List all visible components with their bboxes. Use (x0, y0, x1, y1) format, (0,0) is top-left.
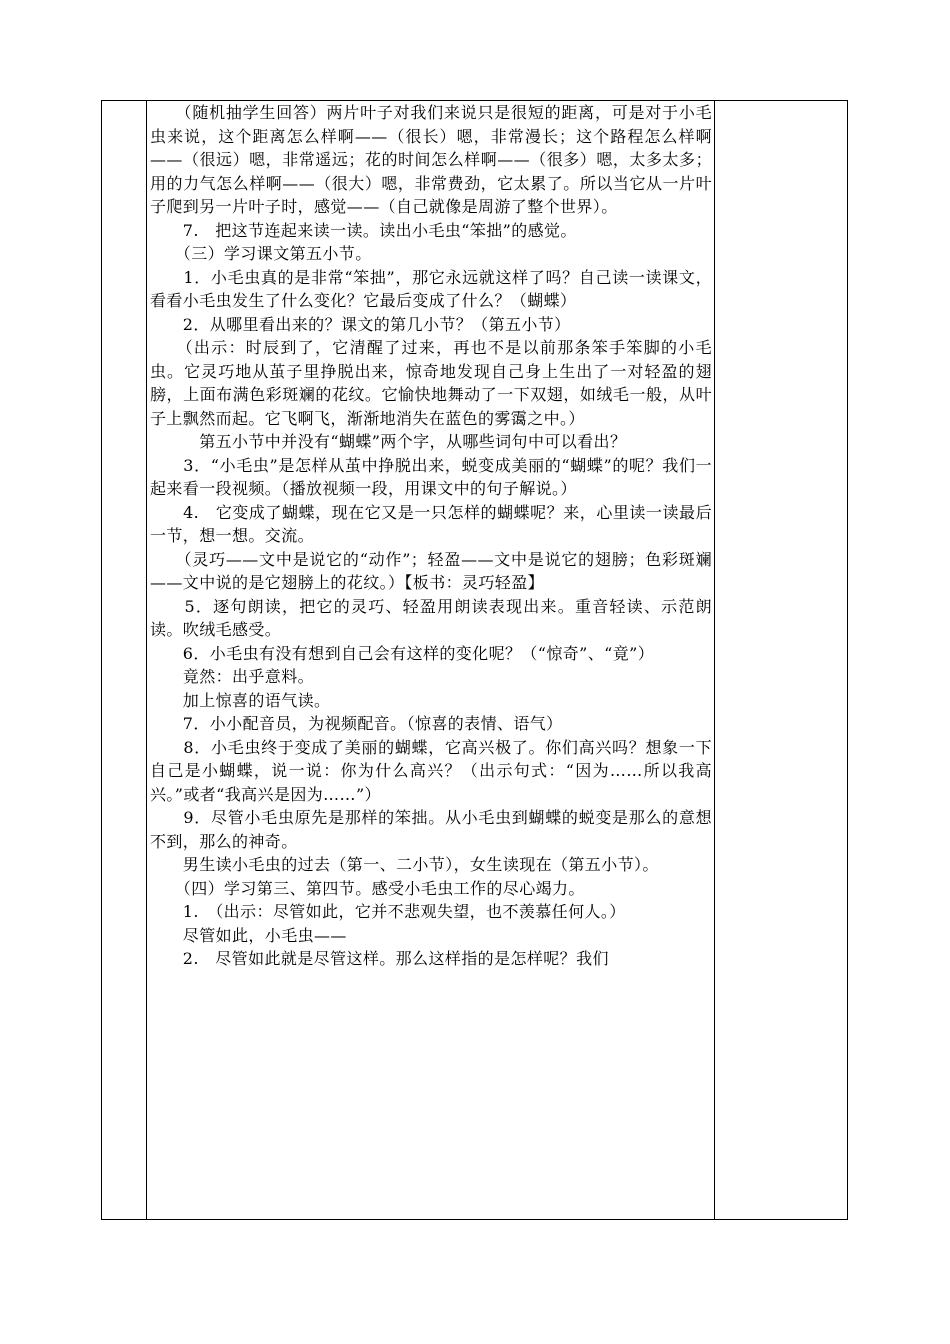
paragraph: 4. 它变成了蝴蝶，现在它又是一只怎样的蝴蝶呢？来，心里读一读最后一节，想一想。交流。 (150, 502, 712, 545)
paragraph: 1. （出示：尽管如此，它并不悲观失望，也不羡慕任何人。） (150, 902, 626, 921)
paragraph: 8．小毛虫终于变成了美丽的蝴蝶，它高兴极了。你们高兴吗？想象一下自己是小蝴蝶，说一说：你为什么高兴？（出示句式：“因为……所以我高兴。”或者“我高兴是因为……”） (150, 737, 712, 804)
paragraph: 7. 把这节连起来读一读。读出小毛虫“笨拙”的感觉。 (150, 220, 577, 240)
column-divider-left (146, 101, 147, 1219)
paragraph: （随机抽学生回答）两片叶子对我们来说只是很短的距离，可是对于小毛虫来说，这个距离怎么样啊——（很长）嗯，非常漫长；这个路程怎么样啊——（很远）嗯，非常遥远；花的时间怎么样啊——（很多）嗯，太多太多；用的力气怎么样啊——（很大）嗯，非常费劲，它太累了。所以当它从一片叶子爬到另一片叶子时，感觉——（自己就像是周游了整个世界）。 (150, 103, 712, 216)
paragraph: （灵巧——文中是说它的“动作”；轻盈——文中是说它的翅膀；色彩斑斓——文中说的是它翅膀上的花纹。）【板书：灵巧轻盈】 (150, 549, 712, 592)
paragraph: （四）学习第三、第四节。感受小毛虫工作的尽心竭力。 (150, 878, 585, 898)
lesson-content-cell (150, 101, 712, 971)
paragraph: 6．小毛虫有没有想到自己会有这样的变化呢？（“惊奇”、“竟”） (150, 643, 655, 663)
paragraph: 尽管如此，小毛虫—— (150, 925, 347, 945)
paragraph: （三）学习课文第五小节。 (150, 244, 372, 263)
paragraph: 2. 尽管如此就是尽管这样。那么这样指的是怎样呢？我们 (150, 949, 609, 968)
paragraph: 9．尽管小毛虫原先是那样的笨拙。从小毛虫到蝴蝶的蜕变是那么的意想不到，那么的神奇。 (150, 808, 712, 851)
paragraph: 第五小节中并没有“蝴蝶”两个字，从哪些词句中可以看出？ (150, 432, 627, 451)
paragraph: 5．逐句朗读，把它的灵巧、轻盈用朗读表现出来。重音轻读、示范朗读。吹绒毛感受。 (150, 596, 712, 639)
paragraph: 竟然：出乎意料。 (150, 667, 315, 686)
column-divider-right (714, 101, 715, 1219)
paragraph: 7．小小配音员，为视频配音。（惊喜的表情、语气） (150, 714, 563, 733)
paragraph: （出示：时辰到了，它清醒了过来，再也不是以前那条笨手笨脚的小毛虫。它灵巧地从茧子里挣脱出来，惊奇地发现自己身上生出了一对轻盈的翅膀，上面布满色彩斑斓的花纹。它愉快地舞动了一下双翅，如绒毛一般，从叶子上飘然而起。它飞啊飞，渐渐地消失在蓝色的雾霭之中。） (150, 338, 712, 428)
lesson-plan-table (101, 100, 848, 1220)
paragraph: 3．“小毛虫”是怎样从茧中挣脱出来，蜕变成美丽的“蝴蝶”的呢？我们一起来看一段视频。（播放视频一段，用课文中的句子解说。） (150, 455, 712, 498)
paragraph: 2．从哪里看出来的？课文的第几小节？（第五小节） (150, 314, 571, 334)
paragraph: 男生读小毛虫的过去（第一、二小节），女生读现在（第五小节）。 (150, 855, 659, 874)
paragraph: 1．小毛虫真的是非常“笨拙”，那它永远就这样了吗？自己读一读课文，看看小毛虫发生了什么变化？它最后变成了什么？（蝴蝶） (150, 267, 712, 310)
paragraph: 加上惊喜的语气读。 (150, 690, 331, 710)
